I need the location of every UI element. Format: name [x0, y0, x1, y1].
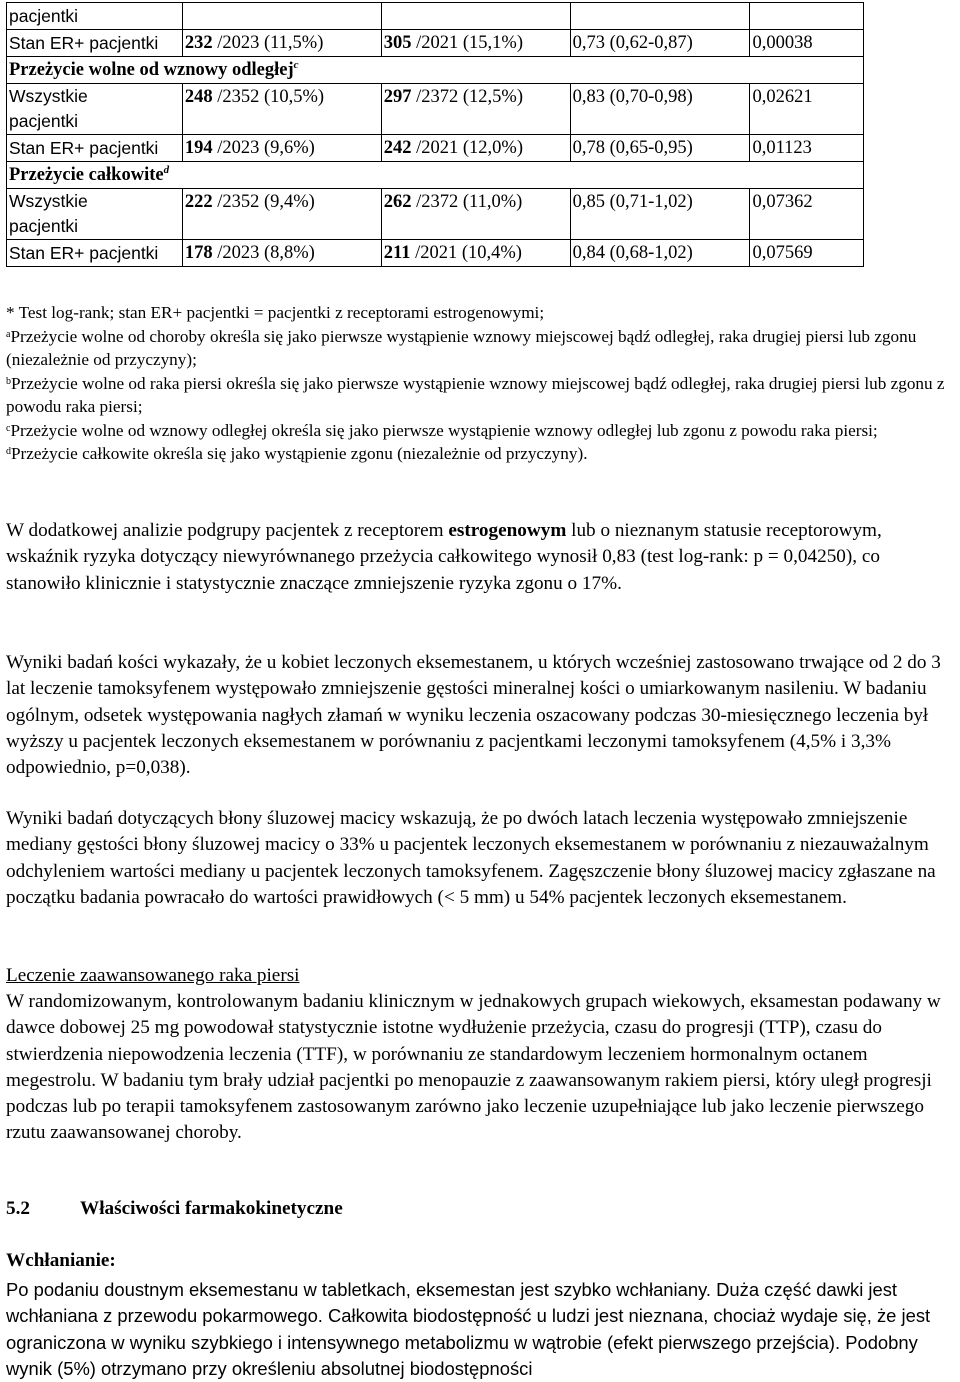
p-value-cell: 0,07569: [750, 240, 864, 267]
table-footnotes: [6, 301, 956, 466]
paragraph-bone-results: Wyniki badań kości wykazały, że u kobiet leczonych eksemestanem, u których wcześniej zastosowano trwające od 2 do 3 lat leczenie tamoksyfenem występowało zmniejszenie gęstości mineralnej kości o umiarkowanym nasileniu. W badaniu ogólnym, odsetek występowania nagłych złamań w wyniku leczenia oszacowany podczas 30-miesięcznego leczenia był wyższy u pacjentek leczonych eksemestanem w porównaniu z pacjentkami leczonymi tamoksyfenem (4,5% i 3,3% odpowiednio, p=0,038).: [6, 652, 941, 779]
tamoxifen-cell: 305 /2021 (15,1%): [381, 30, 570, 57]
exemestane-cell: 178 /2023 (8,8%): [182, 240, 381, 267]
table-row: [7, 84, 864, 135]
footnote: $^c$Przeżycie wolne od wznowy odległej określa się jako pierwsze wystąpienie wznowy odległej lub zgonu z powodu raka piersi;: [6, 420, 878, 440]
hazard-ratio-cell: 0,83 (0,70-0,98): [570, 84, 750, 135]
row-label: Stan ER+ pacjentki: [7, 30, 183, 57]
exemestane-cell: 232 /2023 (11,5%): [182, 30, 381, 57]
footnote: $^d$Przeżycie całkowite określa się jako wystąpienie zgonu (niezależnie od przyczyny).: [6, 444, 588, 463]
p-value-cell: 0,00038: [750, 30, 864, 57]
absorption-heading: Wchłanianie:: [6, 1250, 116, 1271]
row-label: Wszystkie pacjentki: [7, 189, 183, 240]
row-label: Stan ER+ pacjentki: [7, 135, 183, 162]
hazard-ratio-cell: 0,73 (0,62-0,87): [570, 30, 750, 57]
tamoxifen-cell: 211 /2021 (10,4%): [381, 240, 570, 267]
advanced-breast-cancer-heading: Leczenie zaawansowanego raka piersi: [6, 965, 300, 986]
row-label: Stan ER+ pacjentki: [7, 240, 183, 267]
hazard-ratio-cell: 0,78 (0,65-0,95): [570, 135, 750, 162]
footnote: $^a$Przeżycie wolne od choroby określa się jako pierwsze wystąpienie wznowy miejscowej bądź odległej, raka drugiej piersi lub zgonu (niezależnie od przyczyny);: [6, 326, 917, 369]
row-label: Wszystkie pacjentki: [7, 84, 183, 135]
table-row: [7, 3, 864, 30]
table-section-row: [7, 162, 864, 189]
section-heading: [6, 1198, 343, 1220]
table-row: [7, 240, 864, 267]
p-value-cell: 0,02621: [750, 84, 864, 135]
table-section-row: [7, 57, 864, 84]
row-label: pacjentki: [7, 3, 183, 30]
hazard-ratio-cell: 0,84 (0,68-1,02): [570, 240, 750, 267]
paragraph-endometrium-results: Wyniki badań dotyczących błony śluzowej macicy wskazują, że po dwóch latach leczenia występowało zmniejszenie mediany gęstości błony śluzowej macicy o 33% u pacjentek leczonych eksemestanem w porównaniu z niezauważalnym odchyleniem wartości mediany u pacjentek leczonych tamoksyfenem. Zagęszczenie błony śluzowej macicy zgłaszane na początku badania powracało do wartości prawidłowych (< 5 mm) u 54% pacjentek leczonych eksemestanem.: [6, 808, 936, 908]
tamoxifen-cell: 297 /2372 (12,5%): [381, 84, 570, 135]
table-row: [7, 189, 864, 240]
tamoxifen-cell: 262 /2372 (11,0%): [381, 189, 570, 240]
section-label: Przeżycie wolne od wznowy odległej$^c$: [7, 57, 864, 84]
footnote: $^b$Przeżycie wolne od raka piersi określa się jako pierwsze wystąpienie wznowy miejscowej bądź odległej, raka drugiej piersi lub zgonu z powodu raka piersi;: [6, 373, 945, 416]
paragraph-advanced-breast-cancer: W randomizowanym, kontrolowanym badaniu klinicznym w jednakowych grupach wiekowych, eksamestan podawany w dawce dobowej 25 mg powodował statystycznie istotne wydłużenie przeżycia, czasu do progresji (TTP), czasu do stwierdzenia niepowodzenia leczenia (TTF), w porównaniu ze standardowym leczeniem hormonalnym octanem megestrolu. W badaniu tym brały udział pacjentki po menopauzie z zaawansowanym rakiem piersi, który uległ progresji podczas lub po terapii tamoksyfenem zastosowanym zarówno jako leczenie uzupełniające lub jako leczenie pierwszego rzutu zaawansowanej choroby.: [6, 991, 941, 1144]
exemestane-cell: 248 /2352 (10,5%): [182, 84, 381, 135]
section-label: Przeżycie całkowite$^d$: [7, 162, 864, 189]
section-title: Właściwości farmakokinetyczne: [80, 1198, 343, 1219]
exemestane-cell: 194 /2023 (9,6%): [182, 135, 381, 162]
paragraph-subgroup-analysis: W dodatkowej analizie podgrupy pacjentek z receptorem estrogenowym lub o nieznanym statusie receptorowym, wskaźnik ryzyka dotyczący niewyrównanego przeżycia całkowitego wynosił 0,83 (test log-rank: p = 0,04250), co stanowiło klinicznie i statystycznie znaczące zmniejszenie ryzyka zgonu o 17%.: [6, 520, 882, 594]
results-table: [6, 2, 864, 267]
tamoxifen-cell: 242 /2021 (12,0%): [381, 135, 570, 162]
exemestane-cell: 222 /2352 (9,4%): [182, 189, 381, 240]
table-row: [7, 30, 864, 57]
paragraph-absorption: Po podaniu doustnym eksemestanu w tabletkach, eksemestan jest szybko wchłaniany. Duża część dawki jest wchłaniana z przewodu pokarmowego. Całkowita biodostępność u ludzi jest nieznana, chociaż wydaje się, że jest ograniczona w wyniku szybkiego i intensywnego metabolizmu w wątrobie (efekt pierwszego przejścia). Podobny wynik (5%) otrzymano przy określeniu absolutnej biodostępności: [6, 1279, 931, 1379]
hazard-ratio-cell: 0,85 (0,71-1,02): [570, 189, 750, 240]
footnote: * Test log-rank; stan ER+ pacjentki = pacjentki z receptorami estrogenowymi;: [6, 303, 545, 322]
p-value-cell: 0,07362: [750, 189, 864, 240]
p-value-cell: 0,01123: [750, 135, 864, 162]
section-number: 5.2: [6, 1198, 30, 1219]
table-row: [7, 135, 864, 162]
